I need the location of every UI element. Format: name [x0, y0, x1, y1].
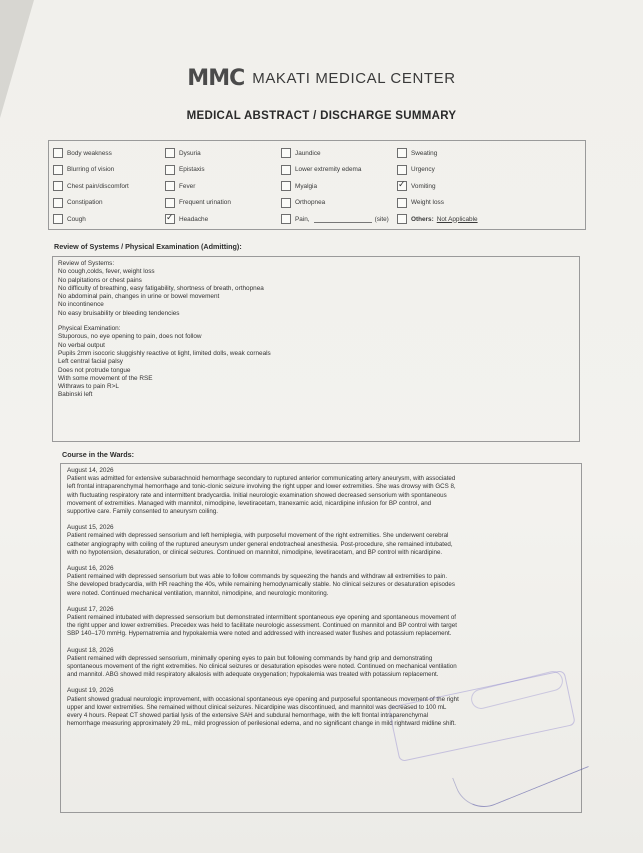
ros-line: No incontinence	[58, 301, 104, 309]
symptom-column	[397, 145, 478, 228]
symptom-checkbox[interactable]	[397, 198, 407, 208]
entry-text-line: hemorrhage measuring approximately 29 mL, mild progression of perilesional edema, and no significant change in mild rightward midline shift.	[67, 720, 456, 728]
letterhead	[0, 62, 643, 94]
symptom-checkbox[interactable]	[281, 181, 291, 191]
ros-line: No verbal output	[58, 341, 105, 349]
entry-date: August 17, 2026	[67, 605, 114, 613]
symptom-item	[165, 211, 231, 228]
symptom-column	[165, 145, 231, 228]
symptom-label: Myalgia	[295, 182, 318, 190]
symptom-label: Vomiting	[411, 182, 436, 190]
symptom-item	[165, 195, 231, 212]
ros-line: Left central facial palsy	[58, 358, 124, 366]
symptom-label: Constipation	[67, 199, 103, 207]
entry-text-line: Patient remained with depressed sensorium and left hemiplegia, with purposeful movement of the right extremities. She underwent cerebral	[67, 532, 449, 540]
symptom-checkbox[interactable]	[165, 198, 175, 208]
symptom-item	[53, 195, 129, 212]
symptom-checkbox[interactable]	[53, 165, 63, 175]
symptom-checkbox[interactable]	[397, 214, 407, 224]
course-entry	[67, 467, 575, 516]
symptom-checkbox[interactable]	[281, 165, 291, 175]
hospital-logo	[187, 66, 244, 91]
org-name: MAKATI MEDICAL CENTER	[252, 69, 456, 87]
entry-text-line: spontaneous movement of the right extremities. No clinical seizures or desaturation episodes were noted. Continued on mechanical ventilation	[67, 663, 457, 671]
symptom-checkbox[interactable]	[165, 214, 175, 224]
document-title: MEDICAL ABSTRACT / DISCHARGE SUMMARY	[186, 110, 457, 122]
others-value: Not Applicable	[436, 215, 478, 223]
pain-site-blank[interactable]	[314, 216, 372, 223]
symptom-item	[165, 145, 231, 162]
entry-date: August 14, 2026	[67, 467, 114, 474]
ros-line: No palpitations or chest pains	[58, 276, 142, 284]
symptom-checkbox[interactable]	[281, 198, 291, 208]
course-heading: Course in the Wards:	[62, 450, 135, 459]
ros-line: No easy bruisability or bleeding tendencies	[58, 309, 180, 317]
ros-systems-list	[58, 268, 574, 318]
symptom-checkbox[interactable]	[53, 214, 63, 224]
symptom-item	[53, 162, 129, 179]
entry-date: August 15, 2026	[67, 524, 114, 532]
symptom-label: Dysuria	[179, 149, 201, 157]
symptom-checklist	[48, 140, 586, 230]
entry-date: August 16, 2026	[67, 565, 114, 573]
symptom-item	[397, 211, 478, 228]
entry-date: August 18, 2026	[67, 646, 114, 654]
symptom-label: Headache	[179, 215, 209, 223]
symptom-label: Sweating	[411, 149, 438, 157]
symptom-label: Orthopnea	[295, 199, 326, 207]
entry-text-line: Patient remained intubated with depressed sensorium but demonstrated intermittent spontaneous eye opening and spontaneous movement of	[67, 614, 457, 622]
symptom-checkbox[interactable]	[397, 165, 407, 175]
symptom-checkbox[interactable]	[165, 165, 175, 175]
symptom-item	[53, 145, 129, 162]
symptom-item	[165, 178, 231, 195]
logo-text: MMC	[187, 65, 245, 91]
ros-systems-title: Review of Systems:	[58, 260, 115, 267]
symptom-label: Weight loss	[411, 199, 444, 207]
entry-text-line: Patient remained with depressed sensorium, minimally opening eyes to pain but following commands by hand grip and demonstrating	[67, 654, 433, 662]
symptom-label: Epistaxis	[179, 166, 205, 174]
symptom-checkbox[interactable]	[397, 148, 407, 158]
symptom-label: Body weakness	[67, 149, 112, 157]
entry-text-line: movement of extremities. Managed with mannitol, nimodipine, levetiracetam, tranexamic acid, nicardipine infusion for BP control, and	[67, 499, 432, 507]
symptom-checkbox[interactable]	[165, 181, 175, 191]
ros-line: With some movement of the RSE	[58, 374, 153, 382]
ros-line: Pupils 2mm isocoric sluggishly reactive ot light, limited dolls, weak corneals	[58, 349, 271, 357]
symptom-column	[281, 145, 393, 228]
symptom-item	[397, 145, 478, 162]
symptom-column	[53, 145, 129, 228]
course-entry	[67, 606, 575, 639]
entry-text-line: every 4 hours. Repeat CT showed partial lysis of the extensive SAH and subdural hemorrhage, with the left frontal intraparenchymal	[67, 712, 429, 720]
symptom-checkbox[interactable]	[397, 181, 407, 191]
symptom-checkbox[interactable]	[281, 148, 291, 158]
ros-line: Babinski left	[58, 391, 93, 399]
symptom-label: Fever	[179, 182, 196, 190]
entry-text-line: Patient remained with depressed sensorium but was able to follow commands by squeezing the hands and withdraw all extremities to pain.	[67, 573, 448, 581]
ros-box	[52, 256, 580, 442]
symptom-item	[281, 195, 393, 212]
entry-text-line: and mannitol. ABG showed mild respiratory alkalosis with adequate oxygenation; hypokalemia was treated with potassium replacement.	[67, 671, 439, 679]
entry-date: August 19, 2026	[67, 687, 114, 695]
pe-list	[58, 333, 574, 399]
symptom-item	[281, 178, 393, 195]
entry-text-line: were noted. Continued mechanical ventilation, mannitol, nimodipine, and neurologic monitoring.	[67, 589, 329, 597]
symptom-label: Jaundice	[295, 149, 321, 157]
entry-text-line: She developed bradycardia, with HR reaching the 40s, while remaining hemodynamically stable. No clinical seizures or desaturation episodes	[67, 581, 455, 589]
symptom-checkbox[interactable]	[53, 181, 63, 191]
entry-text-line: left frontal intraparenchymal hemorrhage and tonic-clonic seizure involving the right upper and lower extremities. She was drowsy with GCS 8,	[67, 483, 456, 491]
symptom-item	[397, 162, 478, 179]
course-entry	[67, 565, 575, 598]
symptom-label: Chest pain/discomfort	[67, 182, 129, 190]
ros-line: No abdominal pain, changes in urine or bowel movement	[58, 293, 220, 301]
page-fold	[0, 0, 34, 118]
entry-text-line: Patient was admitted for extensive subarachnoid hemorrhage secondary to ruptured anterior communicating artery aneurysm, with associated	[67, 475, 456, 483]
entry-text-line: supportive care. Family consented to aneurysm coiling.	[67, 508, 218, 516]
course-entry	[67, 524, 575, 557]
symptom-item	[281, 211, 393, 228]
symptom-checkbox[interactable]	[53, 148, 63, 158]
symptom-item	[53, 178, 129, 195]
entry-text-line: catheter angiography with coiling of the ruptured aneurysm under general endotracheal anesthesia. Post-procedure, she remained intubated,	[67, 540, 453, 548]
ros-line: Stuporous, no eye opening to pain, does not follow	[58, 333, 202, 341]
entry-text-line: with no hypotension, desaturation, or clinical seizures. Continued on mannitol, nimodipine, levetiracetam, and BP control with nicardipine.	[67, 548, 443, 556]
symptom-label: Others:	[411, 215, 434, 223]
symptom-item	[53, 211, 129, 228]
entry-text-line: with fluctuating respiratory rate and intermittent bradycardia. Initial neurologic examination showed decreased sensorium with spontaneous	[67, 491, 447, 499]
symptom-item	[281, 145, 393, 162]
ros-line: No difficulty of breathing, easy fatigability, shortness of breath, orthopnea	[58, 284, 264, 292]
symptom-checkbox[interactable]	[165, 148, 175, 158]
ros-line: Withraws to pain R>L	[58, 383, 119, 391]
symptom-item	[165, 162, 231, 179]
symptom-label: Frequent urination	[179, 199, 231, 207]
pe-title: Physical Examination:	[58, 325, 121, 333]
entry-text-line: upper and lower extremities. She remained without clinical seizures. Nicardipine was discontinued, and mannitol was decreased to 100 mL	[67, 703, 447, 711]
ros-line: Does not protrude tongue	[58, 366, 131, 374]
symptom-checkbox[interactable]	[53, 198, 63, 208]
symptom-label: Cough	[67, 215, 86, 223]
symptom-label: Lower extremity edema	[295, 166, 362, 174]
entry-text-line: SBP 140–170 mmHg. Hypernatremia and hypokalemia were noted and addressed with increased water flushes and potassium replacement.	[67, 630, 452, 638]
symptom-label: Urgency	[411, 166, 435, 174]
symptom-item	[397, 195, 478, 212]
entry-text-line: the right upper and lower extremities. Precedex was held to facilitate neurologic assessment. Continued on mannitol and BP control with target	[67, 622, 457, 630]
pain-site-label: (site)	[374, 215, 389, 223]
symptom-label: Blurring of vision	[67, 166, 115, 174]
symptom-checkbox[interactable]	[281, 214, 291, 224]
symptom-label: Pain,	[295, 215, 310, 223]
course-entry	[67, 647, 575, 680]
ros-line: No cough,colds, fever, weight loss	[58, 268, 155, 276]
entry-text-line: Patient showed gradual neurologic improvement, with occasional spontaneous eye opening and purposeful spontaneous movement of the right	[67, 695, 459, 703]
symptom-item	[281, 162, 393, 179]
symptom-item	[397, 178, 478, 195]
ros-heading: Review of Systems / Physical Examination (Admitting):	[54, 242, 242, 251]
